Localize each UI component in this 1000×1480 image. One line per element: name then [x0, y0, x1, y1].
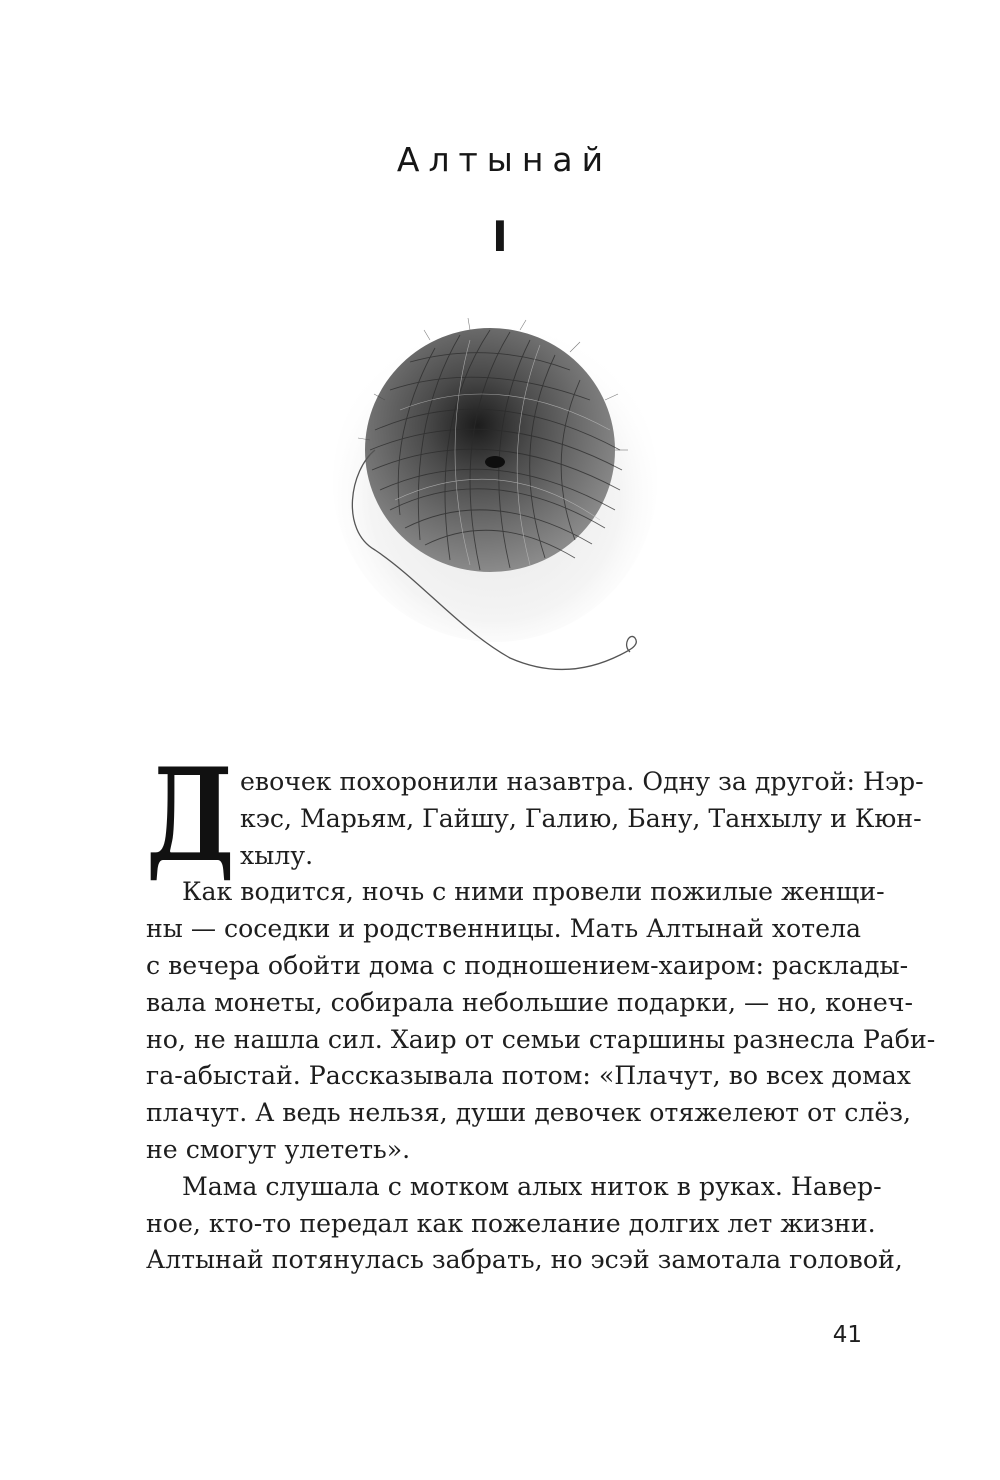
text-line-content: Мама слушала с мотком алых ниток в руках. Навер- — [182, 1171, 882, 1201]
text-line-content: кэс, Марьям, Гайшу, Галию, Бану, Танхылу и Кюн- — [240, 803, 922, 833]
text-line-content: ное, кто-то передал как пожелание долгих лет жизни. — [146, 1208, 876, 1238]
text-line — [146, 1242, 903, 1279]
drop-cap: Д — [146, 741, 235, 891]
body-text — [146, 764, 936, 1279]
text-line — [146, 1206, 876, 1243]
text-line — [146, 874, 885, 911]
text-line — [146, 1132, 862, 1169]
page-number: 41 — [832, 1322, 862, 1348]
text-line-content: не смогут улететь». — [146, 1134, 411, 1164]
text-line-content: вала монеты, собирала небольшие подарки, — но, конеч- — [146, 987, 913, 1017]
text-line-content: евочек похоронили назавтра. Одну за другой: Нэр- — [240, 767, 924, 796]
text-line — [146, 1022, 936, 1059]
text-line — [146, 801, 922, 838]
chapter-number: I — [492, 212, 508, 261]
text-line-content: Как водится, ночь с ними провели пожилые женщи- — [182, 877, 885, 907]
text-line — [146, 1058, 911, 1095]
yarn-ball-icon — [330, 300, 660, 680]
text-line — [146, 911, 862, 948]
text-line — [146, 1169, 882, 1206]
text-line — [146, 1095, 911, 1132]
text-line-content: плачут. А ведь нельзя, души девочек отяжелеют от слёз, — [146, 1098, 911, 1128]
text-line-content: хылу. — [240, 840, 314, 870]
text-line — [146, 985, 913, 1022]
chapter-title: Алтынай — [396, 140, 613, 179]
text-line — [146, 764, 924, 801]
text-line-content: га-абыстай. Рассказывала потом: «Плачут, во всех домах — [146, 1061, 911, 1091]
text-line-content: ны — соседки и родственницы. Мать Алтынай хотела — [146, 914, 862, 944]
text-line-content: но, не нашла сил. Хаир от семьи старшины разнесла Раби- — [146, 1024, 936, 1054]
text-line-content: Алтынай потянулась забрать, но эсэй замотала головой, — [146, 1245, 903, 1275]
text-line — [146, 838, 862, 875]
text-line-content: с вечера обойти дома с подношением-хаиром: расклады- — [146, 950, 909, 980]
text-line — [146, 948, 909, 985]
